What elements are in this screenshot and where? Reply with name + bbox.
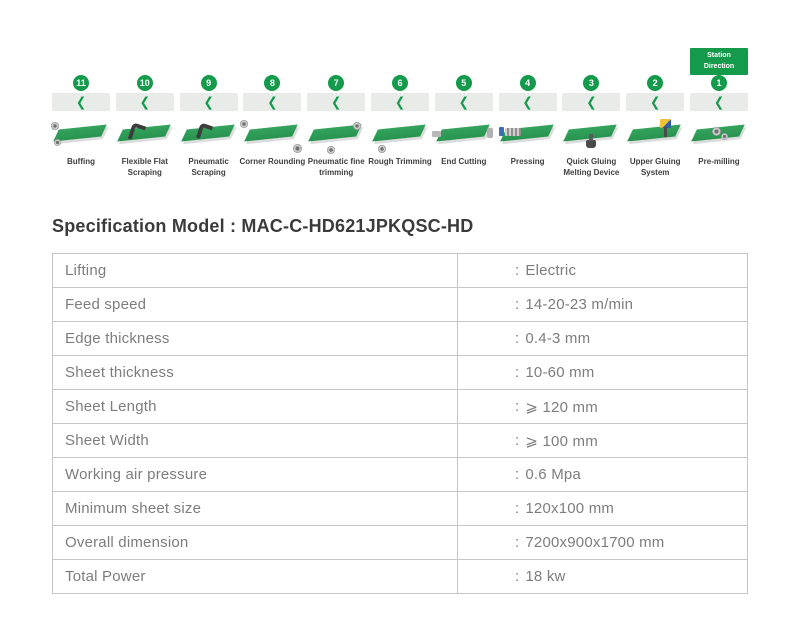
station-number-badge: 6 (392, 75, 408, 91)
station-number-badge: 8 (264, 75, 280, 91)
spec-value-text: 10-60 mm (525, 364, 595, 381)
spec-label-cell: Lifting (65, 262, 107, 279)
station-number-badge: 11 (73, 75, 89, 91)
flow-arrow-bar (626, 93, 684, 111)
machine-tool-graphic (353, 122, 361, 130)
station-direction-badge: Station Direction (690, 48, 748, 75)
machine-tool-graphic (499, 127, 504, 136)
flow-arrow-bar (435, 93, 493, 111)
pressing-machine-icon (496, 118, 560, 154)
left-chevron-icon: ❮ (522, 94, 533, 110)
spec-value-cell (457, 254, 747, 287)
spec-value-text: 18 kw (525, 568, 566, 585)
value-colon: : (515, 500, 520, 517)
machine-board-graphic (53, 124, 107, 141)
spec-value-text: 7200x900x1700 mm (525, 534, 665, 551)
left-chevron-icon: ❮ (203, 94, 214, 110)
station-flow-diagram (52, 48, 748, 179)
flow-arrow-bar (52, 93, 110, 111)
value-colon: : (515, 330, 520, 347)
spec-value-cell (457, 356, 747, 389)
left-chevron-icon: ❮ (713, 94, 724, 110)
value-colon: : (515, 262, 520, 279)
pneumatic-scraping-machine-icon (177, 118, 241, 154)
station-column (180, 75, 238, 179)
table-row (53, 254, 747, 288)
station-label: Pressing (510, 157, 545, 166)
upper-gluing-system-machine-icon (623, 118, 687, 154)
spec-value-text: 0.4-3 mm (525, 330, 591, 347)
machine-tool-graphic (51, 122, 59, 130)
station-column (52, 75, 110, 179)
buffing-machine-icon (49, 118, 113, 154)
value-colon: : (515, 364, 520, 381)
station-column (499, 75, 557, 179)
value-colon: : (515, 296, 520, 313)
spec-value-text: 120x100 mm (525, 500, 615, 517)
pneumatic-fine-trimming-machine-icon (304, 118, 368, 154)
station-number-badge: 3 (583, 75, 599, 91)
machine-tool-graphic (293, 144, 302, 153)
station-label: Buffing (67, 157, 95, 166)
machine-tool-graphic (586, 140, 596, 148)
spec-value-cell (457, 390, 747, 423)
station-label: Quick Gluing Melting Device (563, 157, 620, 177)
spec-value-text: 14-20-23 m/min (525, 296, 634, 313)
station-column (690, 75, 748, 179)
flow-arrow-bar (499, 93, 557, 111)
flow-arrow-bar (307, 93, 365, 111)
machine-tool-graphic (664, 127, 667, 137)
station-number-badge: 1 (711, 75, 727, 91)
spec-label-cell: Sheet Length (65, 398, 157, 415)
table-row (53, 526, 747, 560)
machine-board-graphic (245, 124, 299, 141)
table-row (53, 424, 747, 458)
station-number-badge: 9 (201, 75, 217, 91)
station-column (307, 75, 365, 179)
machine-tool-graphic (54, 139, 61, 146)
page-title: Specification Model : MAC-C-HD621JPKQSC-HD (52, 216, 474, 236)
spec-label-cell: Overall dimension (65, 534, 189, 551)
station-columns (52, 48, 748, 179)
flow-arrow-bar (690, 93, 748, 111)
spec-label-cell: Sheet Width (65, 432, 149, 449)
spec-label-cell: Feed speed (65, 296, 147, 313)
machine-tool-graphic (721, 133, 728, 140)
spec-value-cell (457, 526, 747, 559)
station-column (435, 75, 493, 179)
spec-value-text: ⩾ 100 mm (525, 432, 598, 450)
spec-label-cell: Total Power (65, 568, 146, 585)
station-label: Upper Gluing System (629, 157, 681, 177)
station-column (116, 75, 174, 179)
station-label: Corner Rounding (239, 157, 306, 166)
value-colon: : (515, 432, 520, 449)
left-chevron-icon: ❮ (331, 94, 342, 110)
station-column (626, 75, 684, 179)
machine-tool-graphic (487, 128, 493, 138)
left-chevron-icon: ❮ (267, 94, 278, 110)
value-colon: : (515, 398, 520, 415)
rough-trimming-machine-icon (368, 118, 432, 154)
station-label: Pneumatic fine trimming (307, 157, 365, 177)
spec-label-cell: Minimum sheet size (65, 500, 202, 517)
table-row (53, 288, 747, 322)
station-label: Flexible Flat Scraping (121, 157, 168, 177)
machine-board-graphic (627, 124, 681, 141)
specification-table (52, 253, 748, 594)
corner-rounding-machine-icon (240, 118, 304, 154)
flow-arrow-bar (562, 93, 620, 111)
spec-label-cell: Working air pressure (65, 466, 208, 483)
flow-arrow-bar (116, 93, 174, 111)
table-row (53, 492, 747, 526)
quick-gluing-melting-device-machine-icon (559, 118, 623, 154)
spec-label-cell: Edge thickness (65, 330, 170, 347)
station-number-badge: 10 (137, 75, 153, 91)
spec-value-text: ⩾ 120 mm (525, 398, 598, 416)
station-column (562, 75, 620, 179)
table-row (53, 458, 747, 492)
machine-board-graphic (372, 124, 426, 141)
end-cutting-machine-icon (432, 118, 496, 154)
station-number-badge: 2 (647, 75, 663, 91)
value-colon: : (515, 466, 520, 483)
left-chevron-icon: ❮ (586, 94, 597, 110)
left-chevron-icon: ❮ (75, 94, 87, 110)
spec-value-text: Electric (525, 262, 577, 279)
station-number-badge: 4 (520, 75, 536, 91)
left-chevron-icon: ❮ (394, 94, 406, 110)
station-column (368, 75, 432, 179)
spec-value-cell (457, 458, 747, 491)
station-number-badge: 7 (328, 75, 344, 91)
spec-value-cell (457, 322, 747, 355)
machine-tool-graphic (589, 134, 593, 141)
machine-tool-graphic (505, 128, 521, 136)
left-chevron-icon: ❮ (139, 94, 150, 110)
machine-tool-graphic (712, 127, 721, 136)
station-label: Pre-milling (698, 157, 740, 166)
table-row (53, 390, 747, 424)
spec-value-cell (457, 492, 747, 525)
spec-value-cell (457, 424, 747, 457)
station-label: Rough Trimming (368, 157, 432, 166)
table-row (53, 356, 747, 390)
station-label: Pneumatic Scraping (188, 157, 229, 177)
spec-label-cell: Sheet thickness (65, 364, 174, 381)
flow-arrow-bar (371, 93, 429, 111)
machine-tool-graphic (327, 146, 335, 154)
flow-arrow-bar (180, 93, 238, 111)
left-chevron-icon: ❮ (650, 94, 661, 110)
station-column (239, 75, 306, 179)
machine-board-graphic (436, 124, 490, 141)
station-label: End Cutting (441, 157, 487, 166)
spec-value-text: 0.6 Mpa (525, 466, 581, 483)
table-row (53, 560, 747, 593)
table-row (53, 322, 747, 356)
flexible-flat-scraping-machine-icon (113, 118, 177, 154)
machine-tool-graphic (378, 145, 386, 153)
value-colon: : (515, 568, 520, 585)
pre-milling-machine-icon (687, 118, 751, 154)
value-colon: : (515, 534, 520, 551)
spec-value-cell (457, 560, 747, 593)
flow-arrow-bar (243, 93, 301, 111)
machine-tool-graphic (432, 131, 441, 137)
station-number-badge: 5 (456, 75, 472, 91)
left-chevron-icon: ❮ (458, 94, 469, 110)
machine-tool-graphic (240, 120, 248, 128)
spec-value-cell (457, 288, 747, 321)
